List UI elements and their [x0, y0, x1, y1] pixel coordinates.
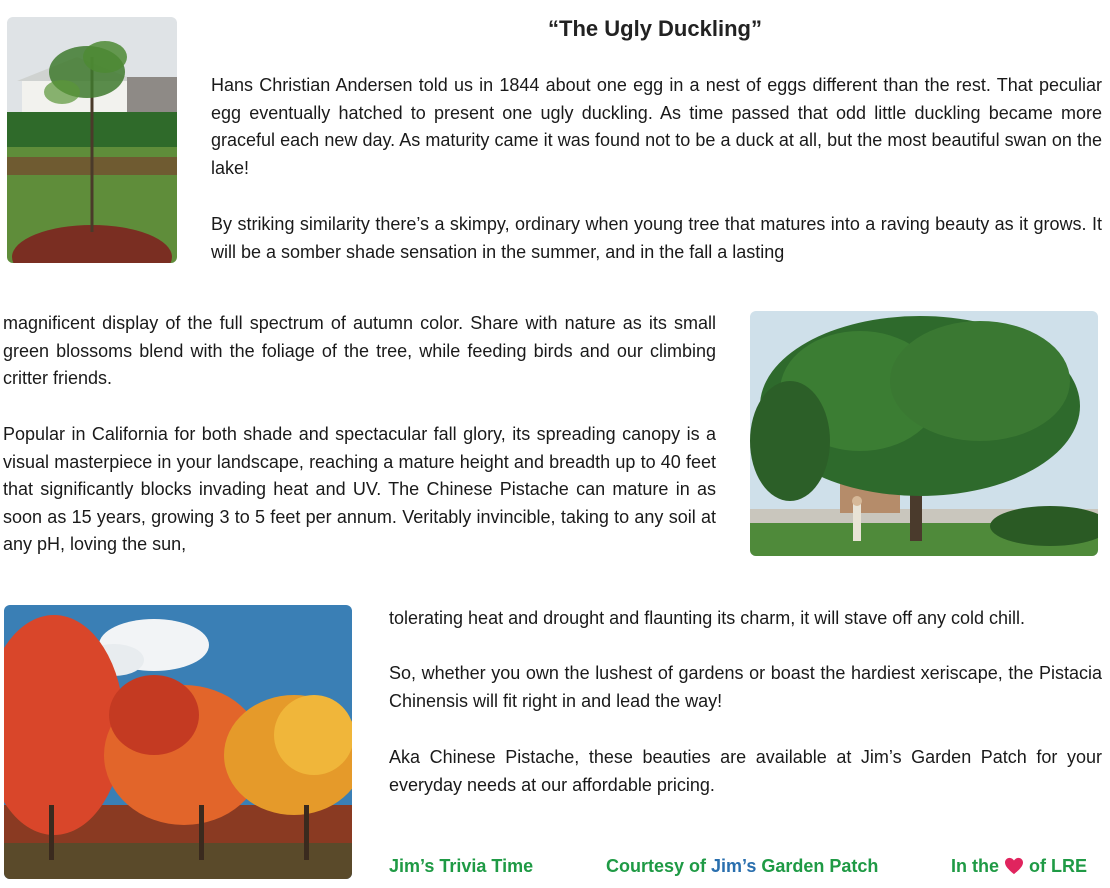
mature-tree-photo	[750, 311, 1098, 556]
article-title: “The Ugly Duckling”	[548, 16, 762, 41]
footer-trivia: Jim’s Trivia Time	[389, 856, 534, 876]
footer-courtesy-rest: Garden Patch	[756, 856, 879, 876]
paragraph-tolerating: tolerating heat and drought and flaunting its charm, it will stave off any cold chill.	[389, 608, 1026, 628]
paragraph-popular: Popular in California for both shade and spectacular fall glory, its spreading canopy is a visual masterpiece in your landscape, reaching a mature height and breadth up to 40 feet that significantly blocks invading heat and UV. The Chinese Pistache can mature in as soon as 15 years, growing 3 to 5 feet per annum. Veritably invincible, taking to any soil at any pH, loving the sun,	[3, 424, 716, 554]
paragraph-similarity: By striking similarity there’s a skimpy, ordinary when young tree that matures into a raving beauty as it grows. It will be a somber shade sensation in the summer, and in the fall a lasting	[211, 214, 1102, 262]
footer-of-lre: of LRE	[1029, 856, 1088, 876]
heart-icon	[1004, 857, 1024, 875]
paragraph-display: magnificent display of the full spectrum of autumn color. Share with nature as its small green blossoms blend with the foliage of the tree, while feeding birds and our climbing critter friends.	[3, 313, 716, 388]
footer-courtesy	[606, 856, 878, 877]
paragraph-whether: So, whether you own the lushest of gardens or boast the hardiest xeriscape, the Pistacia Chinensis will fit right in and lead the way!	[389, 663, 1102, 711]
footer-courtesy-jims: Jim’s	[711, 856, 757, 876]
young-tree-photo	[7, 17, 177, 263]
paragraph-intro: Hans Christian Andersen told us in 1844 about one egg in a nest of eggs different than the rest. That peculiar egg eventually hatched to present one ugly duckling. As time passed that odd little duckling became more graceful each new day. As maturity came it was found not to be a duck at all, but the most beautiful swan on the lake!	[211, 75, 1102, 178]
autumn-trees-photo	[4, 605, 352, 879]
footer-in-the-heart	[951, 856, 1087, 877]
footer-courtesy-prefix: Courtesy of	[606, 856, 712, 876]
paragraph-available: Aka Chinese Pistache, these beauties are available at Jim’s Garden Patch for your everyday needs at our affordable pricing.	[389, 747, 1102, 795]
footer-in-the: In the	[951, 856, 999, 876]
